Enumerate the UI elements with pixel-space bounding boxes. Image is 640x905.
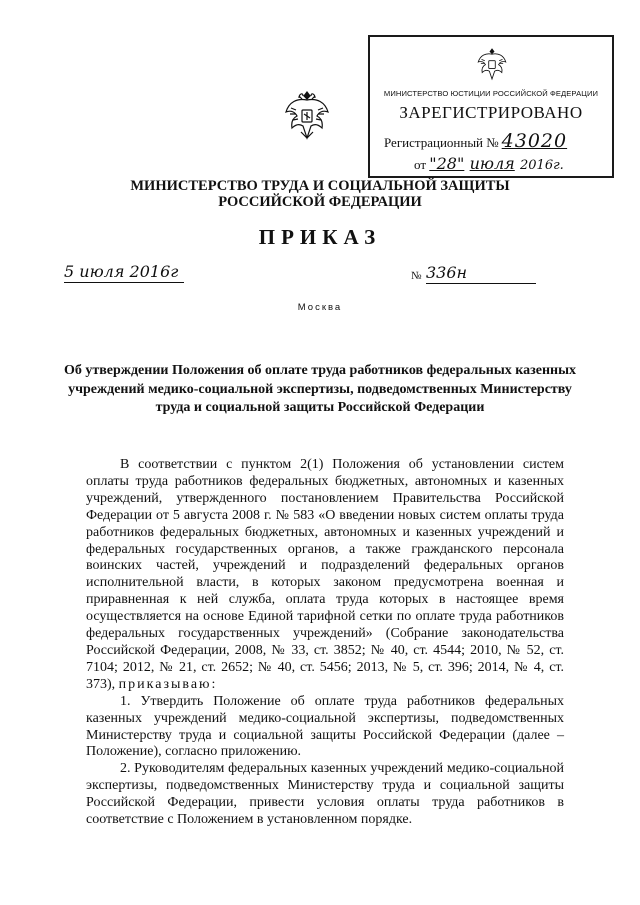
- order-number: 336н: [426, 263, 536, 284]
- ministry-name-line2: РОССИЙСКОЙ ФЕДЕРАЦИИ: [218, 194, 422, 210]
- stamp-registration-line: [384, 130, 567, 152]
- stamp-date-line: [414, 154, 564, 173]
- stamp-ministry-name: МИНИСТЕРСТВО ЮСТИЦИИ РОССИЙСКОЙ ФЕДЕРАЦИИ: [383, 89, 599, 98]
- order-subject: Об утверждении Положения об оплате труда работников федеральных казенных учреждений медико-социальной экспертизы, подведомственных Министерству труда и социальной защиты Российской Федерации: [63, 363, 577, 415]
- stamp-date-year: 2016г.: [520, 158, 564, 173]
- order-number-label: №: [411, 270, 422, 282]
- document-type-title: ПРИКАЗ: [258, 225, 382, 249]
- stamp-registered-label: ЗАРЕГИСТРИРОВАНО: [399, 103, 583, 122]
- item-1-paragraph: 1. Утвердить Положение об оплате труда работников федеральных казенных учреждений медико-социальной экспертизы, подведомственных Министерству труда и социальной защиты Российской Федерации (далее – Положение), согласно приложению.: [86, 693, 564, 760]
- stamp-registration-number: 43020: [501, 130, 568, 152]
- coat-of-arms-icon: [283, 86, 331, 144]
- stamp-date-day: "28": [429, 154, 465, 173]
- orders-word: приказываю:: [118, 676, 218, 692]
- stamp-date-prefix: от: [414, 157, 427, 172]
- city-name: Москва: [297, 302, 343, 313]
- item-2-paragraph: 2. Руководителям федеральных казенных учреждений медико-социальной экспертизы, подведомственных Министерству труда и социальной защиты Российской Федерации, привести условия оплаты труда работников в соответствие с Положением в установленном порядке.: [86, 761, 564, 828]
- preamble-paragraph: [86, 457, 564, 694]
- order-body: [86, 457, 564, 829]
- registration-stamp: [368, 35, 614, 178]
- ministry-name-line1: МИНИСТЕРСТВО ТРУДА И СОЦИАЛЬНОЙ ЗАЩИТЫ: [130, 178, 510, 194]
- preamble-text: В соответствии с пунктом 2(1) Положения об установлении систем оплаты труда работников федеральных бюджетных, автономных и казенных учреждений, утвержденного постановлением Правительства Российской Федерации от 5 августа 2008 г. № 583 «О введении новых систем оплаты труда работников федеральных бюджетных, автономных и казенных учреждений и федеральных государственных органов, а также гражданского персонала воинских частей, учреждений и подразделений федеральных органов исполнительной власти, в которых законом предусмотрена военная и приравненная к ней служба, оплата труда которых в настоящее время осуществляется на основе Единой тарифной сетки по оплате труда работников федеральных государственных учреждений» (Собрание законодательства Российской Федерации, 2008, № 33, ст. 3852; № 40, ст. 4544; 2010, № 52, ст. 7104; 2012, № 21, ст. 2652; № 40, ст. 5456; 2013, № 5, ст. 396; 2014, № 4, ст. 373),: [86, 457, 564, 692]
- stamp-date-month: июля: [469, 154, 515, 173]
- stamp-coat-of-arms-icon: [475, 45, 509, 83]
- stamp-registration-label: Регистрационный №: [384, 135, 499, 150]
- order-date: 5 июля 2016г: [64, 262, 184, 283]
